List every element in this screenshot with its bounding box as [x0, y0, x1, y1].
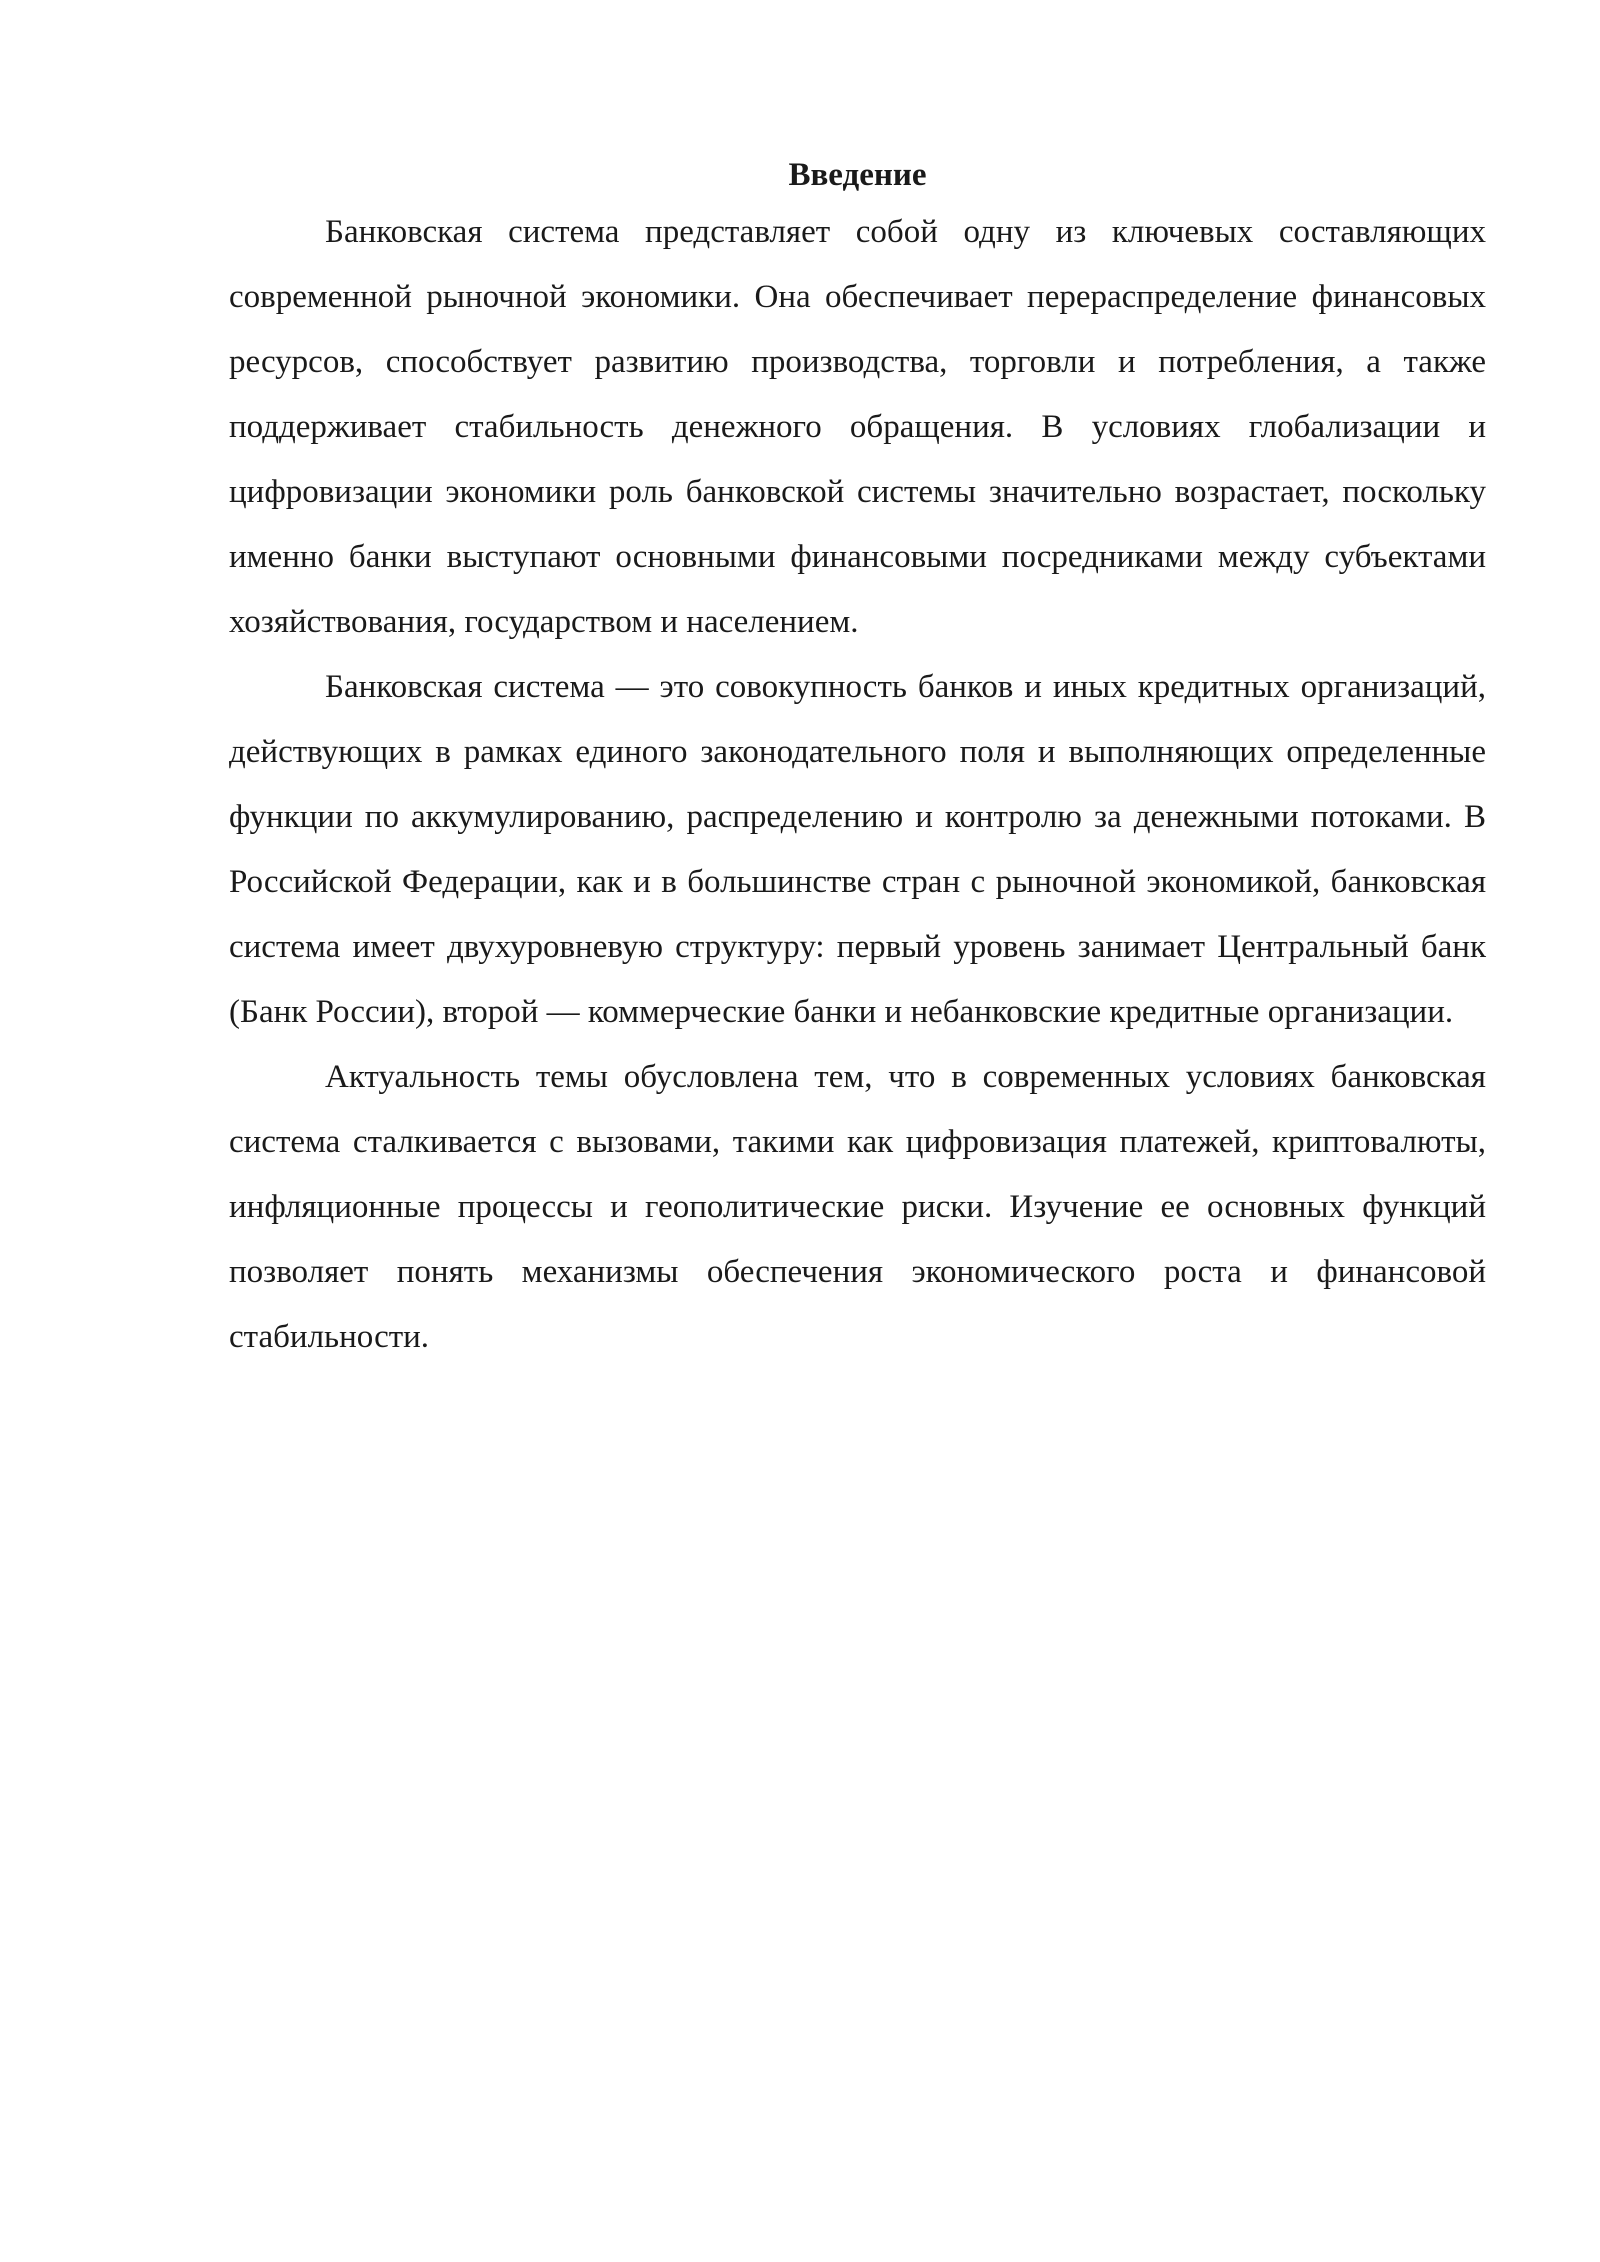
- paragraph-relevance: Актуальность темы обусловлена тем, что в современных условиях банковская система сталкивается с вызовами, такими как цифровизация платежей, криптовалюты, инфляционные процессы и геополитические риски. Изучение ее основных функций позволяет понять механизмы обеспечения экономического роста и финансовой стабильности.: [229, 1059, 1486, 1355]
- document-body: [229, 200, 1486, 1370]
- paragraph-intro: Банковская система представляет собой одну из ключевых составляющих современной рыночной экономики. Она обеспечивает перераспределение финансовых ресурсов, способствует развитию производства, торговли и потребления, а также поддерживает стабильность денежного обращения. В условиях глобализации и цифровизации экономики роль банковской системы значительно возрастает, поскольку именно банки выступают основными финансовыми посредниками между субъектами хозяйствования, государством и населением.: [229, 214, 1486, 640]
- paragraph-definition: Банковская система — это совокупность банков и иных кредитных организаций, действующих в рамках единого законодательного поля и выполняющих определенные функции по аккумулированию, распределению и контролю за денежными потоками. В Российской Федерации, как и в большинстве стран с рыночной экономикой, банковская система имеет двухуровневую структуру: первый уровень занимает Центральный банк (Банк России), второй — коммерческие банки и небанковские кредитные организации.: [229, 669, 1486, 1030]
- section-title: Введение: [788, 157, 927, 193]
